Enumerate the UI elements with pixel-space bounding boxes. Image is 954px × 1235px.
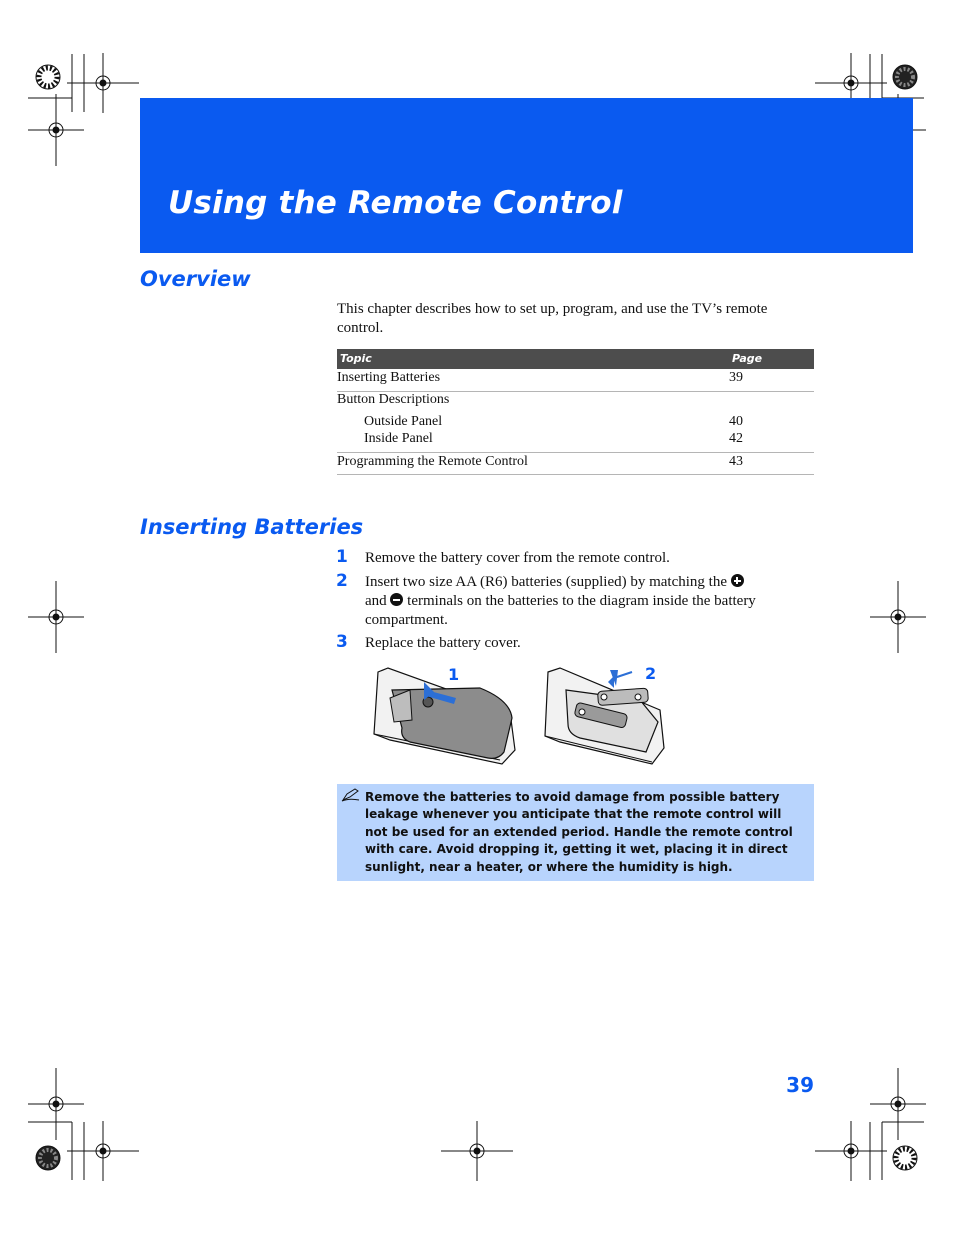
plus-terminal-icon: [731, 574, 744, 587]
table-row: [337, 369, 814, 392]
table-row: [337, 392, 814, 453]
table-row: [337, 453, 814, 475]
overview-intro: This chapter describes how to set up, program, and use the TV’s remote control.: [337, 301, 768, 336]
column-header-page: Page: [732, 352, 763, 365]
figure-label-1: 1: [448, 665, 460, 684]
inserting-batteries-heading: Inserting Batteries: [140, 515, 364, 539]
column-header-topic: Topic: [340, 352, 372, 365]
topic-cell: Inside Panel: [364, 431, 433, 446]
battery-insertion-illustration: [370, 660, 670, 770]
page-cell: 40: [729, 414, 743, 429]
topic-cell: Inserting Batteries: [337, 370, 441, 385]
step-text: Remove the battery cover from the remote control.: [365, 550, 670, 566]
step-text-part: terminals on the batteries to the diagram inside the battery compartment.: [365, 593, 756, 628]
topic-cell: Button Descriptions: [337, 392, 450, 407]
page-number: 39: [786, 1073, 814, 1097]
note-box: [337, 784, 814, 881]
chapter-title: Using the Remote Control: [168, 185, 623, 221]
step-number: 3: [336, 632, 348, 652]
pencil-note-icon: [341, 788, 361, 802]
step-text: [365, 573, 815, 630]
minus-terminal-icon: [390, 593, 403, 606]
table-header: [337, 349, 814, 369]
page-cell: 39: [729, 370, 743, 385]
topic-table: [337, 349, 814, 475]
overview-heading: Overview: [140, 267, 251, 291]
page-cell: 42: [729, 431, 743, 446]
step-text-part: Insert two size AA (R6) batteries (supplied) by matching the: [365, 574, 727, 590]
page-cell: 43: [729, 454, 743, 469]
note-text: Remove the batteries to avoid damage from possible battery leakage whenever you anticipate that the remote control will not be used for an extended period. Handle the remote control with care. Avoid dropping it, getting it wet, placing it in direct sunlight, near a heater, or where the humidity is high.: [365, 790, 793, 874]
step-number: 2: [336, 571, 348, 591]
step-number: 1: [336, 547, 348, 567]
topic-cell: Outside Panel: [364, 414, 443, 429]
step-text: Replace the battery cover.: [365, 635, 521, 651]
chapter-banner: [140, 98, 913, 253]
figure-label-2: 2: [645, 664, 657, 683]
remote-cover-removal-drawing: [374, 668, 515, 764]
topic-cell: Programming the Remote Control: [337, 454, 528, 469]
step-text-part: and: [365, 593, 387, 609]
